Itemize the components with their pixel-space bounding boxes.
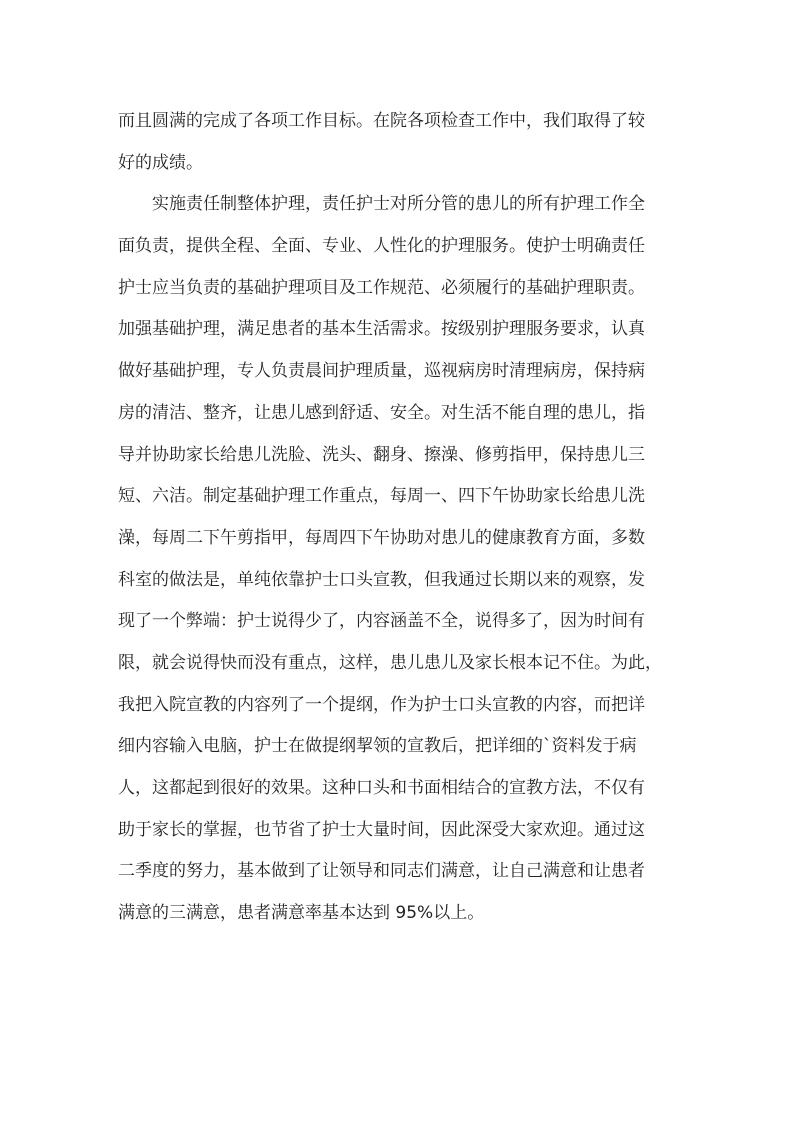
text-line: 科室的做法是，单纯依靠护士口头宣教，但我通过长期以来的观察，发 [118,569,645,590]
text-line: 细内容输入电脑，护士在做提纲挈领的宣教后，把详细的`资料发于病 [118,736,637,757]
text-line: 而且圆满的完成了各项工作目标。在院各项检查工作中，我们取得了较 [118,111,645,131]
text-line: 面负责，提供全程、全面、专业、人性化的护理服务。使护士明确责任 [118,236,645,257]
paragraph-first-line: 实施责任制整体护理，责任护士对所分管的患儿的所有护理工作全 [152,194,645,215]
text-line: 好的成绩。 [118,152,203,173]
text-line: 人，这都起到很好的效果。这种口头和书面相结合的宣教方法，不仅有 [118,778,645,798]
text-line: 短、六洁。制定基础护理工作重点，每周一、四下午协助家长给患儿洗 [118,486,645,507]
text-line: 限，就会说得快而没有重点，这样，患儿患儿及家长根本记不住。为此， [118,652,662,673]
text-line: 现了一个弊端：护士说得少了，内容涵盖不全，说得多了，因为时间有 [118,611,645,632]
text-line: 做好基础护理，专人负责晨间护理质量，巡视病房时清理病房，保持病 [118,361,645,382]
text-line: 满意的三满意，患者满意率基本达到 95%以上。 [118,903,485,924]
body-text [118,101,678,935]
text-line: 导并协助家长给患儿洗脸、洗头、翻身、擦澡、修剪指甲，保持患儿三 [118,444,645,465]
text-line: 加强基础护理，满足患者的基本生活需求。按级别护理服务要求，认真 [118,319,645,340]
text-line: 助于家长的掌握，也节省了护士大量时间，因此深受大家欢迎。通过这 [118,819,645,840]
text-line: 我把入院宣教的内容列了一个提纲，作为护士口头宣教的内容，而把详 [118,694,645,715]
text-line: 房的清洁、整齐，让患儿感到舒适、安全。对生活不能自理的患儿，指 [118,402,645,423]
text-line: 护士应当负责的基础护理项目及工作规范、必须履行的基础护理职责。 [118,277,645,298]
text-line: 二季度的努力，基本做到了让领导和同志们满意，让自己满意和让患者 [118,861,645,882]
text-line: 澡，每周二下午剪指甲，每周四下午协助对患儿的健康教育方面，多数 [118,527,645,548]
